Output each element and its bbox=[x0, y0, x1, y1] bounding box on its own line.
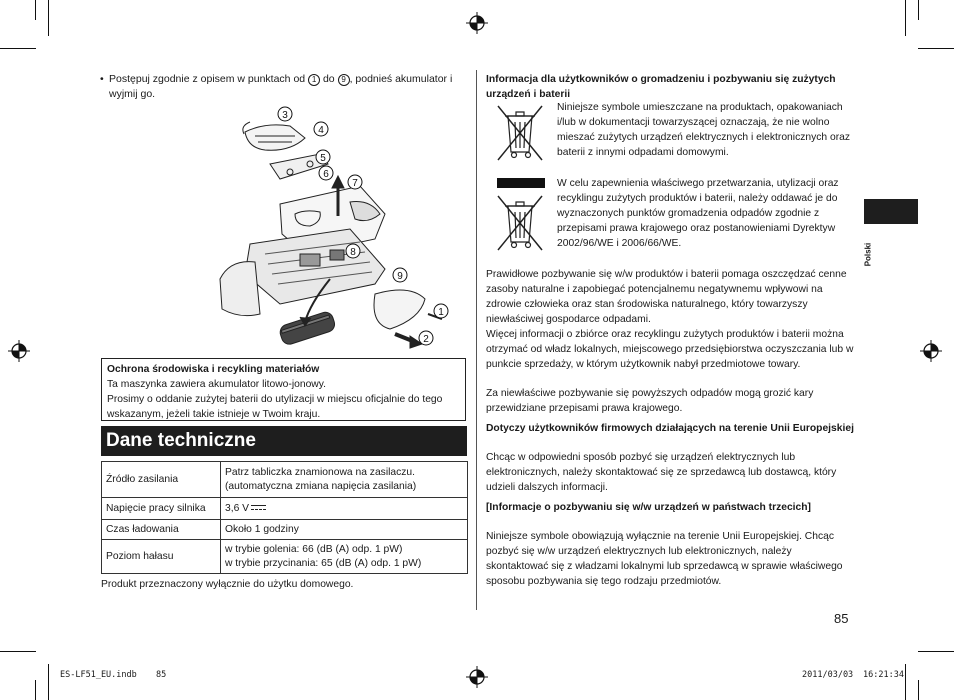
language-tab-marker bbox=[864, 199, 918, 224]
weee-paragraph: Niniejsze symbole umieszczane na produktach, opakowaniach i/lub w dokumentacji towarzyszącej oznaczają, że nie wolno mieszać zużytych urządzeń elektrycznych i elektronicznych oraz baterii z innymi odpadami domowymi. bbox=[557, 102, 851, 158]
instruction-text-part: , podnieś akumulator i wyjmij go. bbox=[109, 73, 453, 100]
paragraph: Niniejsze symbole obowiązują wyłącznie na terenie Unii Europejskiej. Chcąc pozbyć się w/w urządzeń elektrycznych lub elektronicznych, należy skontaktować się z władzami lokalnymi lub sprzedawcą w sprawie właściwego sposobu pozbywania się tego rodzaju przedmiotów. bbox=[486, 531, 843, 587]
footer-time: 16:21:34 bbox=[863, 670, 904, 680]
crop-mark bbox=[48, 0, 49, 36]
shaver-disassembly-illustration bbox=[210, 104, 460, 354]
spec-value: w trybie przycinania: 65 (dB (A) odp. 1 pW) bbox=[225, 557, 422, 569]
callout-4 bbox=[314, 122, 328, 136]
crop-mark bbox=[48, 664, 49, 700]
crop-mark bbox=[905, 0, 906, 36]
svg-text:6: 6 bbox=[323, 169, 329, 180]
step-number-badge: 9 bbox=[338, 74, 350, 86]
callout-6 bbox=[319, 166, 333, 180]
heading-business-users: Dotyczy użytkowników firmowych działających na terenie Unii Europejskiej bbox=[486, 423, 854, 434]
crop-mark bbox=[35, 680, 36, 700]
instruction-bullet bbox=[100, 72, 460, 102]
language-label-text: Polski bbox=[863, 242, 873, 267]
footer-page: 85 bbox=[156, 670, 167, 680]
callout-1 bbox=[434, 304, 448, 318]
svg-text:3: 3 bbox=[282, 110, 288, 121]
spec-value: w trybie golenia: 66 (dB (A) odp. 1 pW) bbox=[225, 543, 403, 555]
environment-note-box bbox=[101, 358, 466, 421]
spec-value: Patrz tabliczka znamionowa na zasilaczu. (automatyczna zmiana napięcia zasilania) bbox=[221, 462, 468, 498]
page-number: 85 bbox=[834, 611, 849, 626]
table-row bbox=[102, 540, 468, 574]
callout-7 bbox=[348, 175, 362, 189]
spec-table bbox=[101, 461, 468, 574]
instruction-text-part: do bbox=[320, 73, 338, 85]
spec-value: 3,6 V bbox=[225, 502, 250, 514]
instruction-text bbox=[100, 72, 460, 102]
section-title: Dane techniczne bbox=[101, 426, 467, 456]
svg-text:4: 4 bbox=[318, 125, 324, 136]
environment-note-line: Ta maszynka zawiera akumulator litowo-jonowy. bbox=[107, 379, 326, 390]
registration-target-icon bbox=[466, 12, 488, 34]
weee-paragraph: W celu zapewnienia właściwego przetwarzania, utylizacji oraz recyklingu zużytych produktów i baterii, należy oddawać je do wyznaczonych punktów gromadzenia odpadów zgodnie z przepisami prawa krajowego oraz postanowieniami Dyrektyw 2002/96/WE i 2006/66/WE. bbox=[557, 178, 839, 249]
bullet-dot: • bbox=[100, 73, 104, 85]
paragraph: Prawidłowe pozbywanie się w/w produktów i baterii pomaga oszczędzać cenne zasoby naturalne i zapobiegać potencjalnemu negatywnemu wpływowi na zdrowie człowieka oraz stan środowiska naturalnego, który towarzyszy niewłaściwej gospodarce odpadami. bbox=[486, 269, 847, 325]
registration-target-icon bbox=[8, 340, 30, 362]
callout-2 bbox=[419, 331, 433, 345]
svg-text:2: 2 bbox=[423, 334, 429, 345]
crossed-bin-icon bbox=[492, 102, 548, 164]
callout-5 bbox=[316, 150, 330, 164]
table-row bbox=[102, 520, 468, 540]
instruction-text-part: Postępuj zgodnie z opisem w punktach od bbox=[109, 73, 309, 85]
svg-text:7: 7 bbox=[352, 178, 358, 189]
step-number-badge: 1 bbox=[308, 74, 320, 86]
table-row bbox=[102, 462, 468, 498]
svg-text:1: 1 bbox=[438, 307, 444, 318]
heading-third-countries: [Informacje o pozbywaniu się w/w urządzeń w państwach trzecich] bbox=[486, 502, 811, 513]
crop-mark bbox=[918, 680, 919, 700]
callout-3 bbox=[278, 107, 292, 121]
crop-mark bbox=[0, 48, 36, 49]
svg-text:8: 8 bbox=[350, 247, 356, 258]
paragraph: Za niewłaściwe pozbywanie się powyższych odpadów mogą grozić kary przewidziane przepisami prawa krajowego. bbox=[486, 388, 814, 414]
crop-mark bbox=[918, 0, 919, 20]
black-bar-symbol bbox=[497, 178, 545, 188]
spec-value-cell bbox=[221, 540, 468, 574]
paragraph: Chcąc w odpowiedni sposób pozbyć się urządzeń elektrycznych lub elektronicznych, należy skontaktować się ze sprzedawcą lub dostawcą, który udzieli dalszych informacji. bbox=[486, 452, 837, 493]
spec-label: Źródło zasilania bbox=[102, 462, 221, 498]
registration-target-icon bbox=[466, 666, 488, 688]
spec-label: Poziom hałasu bbox=[102, 540, 221, 574]
footer-filename: ES-LF51_EU.indb bbox=[60, 670, 137, 680]
callout-8 bbox=[346, 244, 360, 258]
footer-date: 2011/03/03 bbox=[802, 670, 854, 680]
crop-mark bbox=[918, 651, 954, 652]
environment-note-line: Prosimy o oddanie zużytej baterii do utylizacji w miejscu oficjalnie do tego wskazanym, jeżeli takie istnieje w Twoim kraju. bbox=[107, 394, 443, 420]
svg-text:5: 5 bbox=[320, 153, 326, 164]
callout-9 bbox=[393, 268, 407, 282]
paragraph: Więcej informacji o zbiórce oraz recyklingu zużytych produktów i baterii można otrzymać od władz lokalnych, miejscowego przedsiębiorstwa oczyszczania lub w punkcie sprzedaży, w którym użytkownik nabył przedmiotowe towary. bbox=[486, 329, 854, 370]
heading-disposal: Informacja dla użytkowników o gromadzeniu i pozbywaniu się zużytych urządzeń i baterii bbox=[486, 74, 836, 100]
language-label bbox=[864, 240, 878, 270]
spec-label: Napięcie pracy silnika bbox=[102, 498, 221, 520]
registration-target-icon bbox=[920, 340, 942, 362]
table-row bbox=[102, 498, 468, 520]
svg-text:9: 9 bbox=[397, 271, 403, 282]
spec-value: Około 1 godziny bbox=[221, 520, 468, 540]
crop-mark bbox=[905, 664, 906, 700]
column-divider bbox=[476, 70, 477, 610]
environment-note-title: Ochrona środowiska i recykling materiałów bbox=[107, 364, 320, 375]
weee-section bbox=[486, 100, 854, 265]
crop-mark bbox=[35, 0, 36, 20]
crossed-bin-battery-icon bbox=[492, 192, 548, 254]
crop-mark bbox=[0, 651, 36, 652]
footnote: Produkt przeznaczony wyłącznie do użytku domowego. bbox=[101, 579, 354, 590]
dc-symbol-icon bbox=[251, 505, 266, 511]
crop-mark bbox=[918, 48, 954, 49]
spec-label: Czas ładowania bbox=[102, 520, 221, 540]
spec-value-cell bbox=[221, 498, 468, 520]
